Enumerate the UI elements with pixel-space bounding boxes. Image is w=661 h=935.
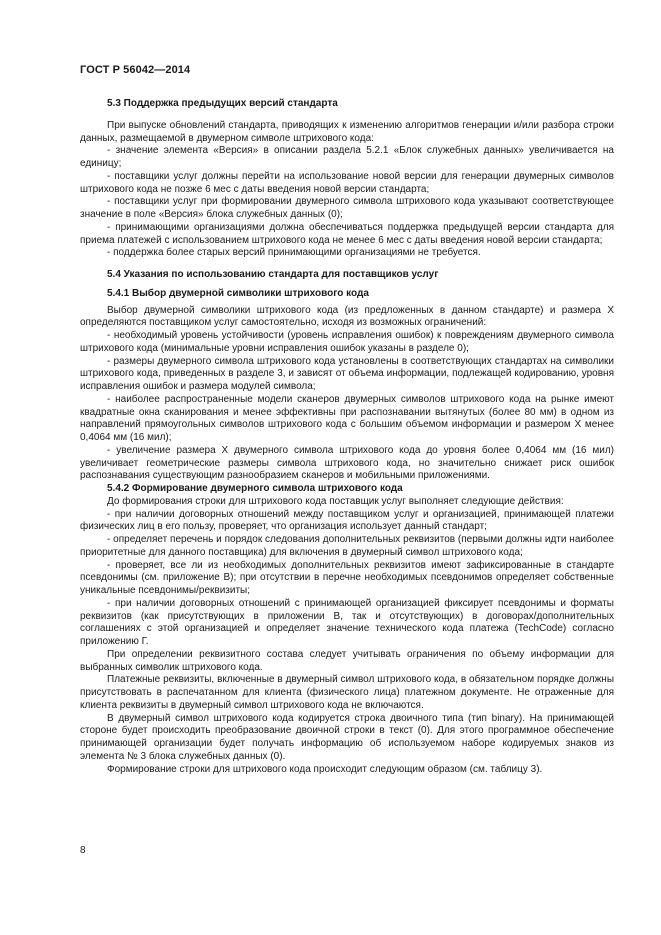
page-content [80, 98, 614, 776]
standard-header: ГОСТ Р 56042—2014 [80, 64, 191, 76]
page-number: 8 [80, 845, 86, 856]
list-item: - проверяет, все ли из необходимых дополнительных реквизитов имеют зафиксированные в стандарте псевдонимы (см. приложение В); при отсутствии в перечне необходимых псевдонимов определяет собственные уникальные псевдонимы/реквизиты; [80, 559, 614, 596]
list-item: - определяет перечень и порядок следования дополнительных реквизитов (первыми должны идти наиболее приоритетные для данного поставщика) для включения в двумерный символ штрихового кода; [80, 534, 614, 558]
list-item: - поддержка более старых версий принимающими организациями не требуется. [107, 247, 481, 259]
list-item: - при наличии договорных отношений с принимающей организацией фиксирует псевдонимы и форматы реквизитов (как присутствующих в приложении В, так и отсутствующих) в договорах/дополнительных соглашениях с этой организацией и определяет значение технического кода платежа (TechCode) согласно приложению Г. [80, 597, 614, 647]
list-item: - размеры двумерного символа штрихового кода установлены в соответствующих стандартах на символики штрихового кода, приведенных в разделе 3, и зависят от объема информации, подлежащей кодированию, уровня исправления ошибок и размера модулей символа; [80, 355, 614, 392]
section-5-4-heading: 5.4 Указания по использованию стандарта для поставщиков услуг [107, 269, 439, 280]
list-item: - необходимый уровень устойчивости (уровень исправления ошибок) к повреждениям двумерного символа штрихового кода (минимальные уровни исправления ошибок указаны в разделе 0); [80, 330, 614, 354]
section-5-4-2-heading: 5.4.2 Формирование двумерного символа штрихового кода [107, 483, 403, 494]
paragraph: Платежные реквизиты, включенные в двумерный символ штрихового кода, в обязательном порядке должны присутствовать в распечатанном для клиента (физического лица) платежном документе. Не отраженные для клиента реквизиты в двумерный символ штрихового кода не включаются. [80, 674, 614, 711]
section-5-4-1-intro: Выбор двумерной символики штрихового кода (из предложенных в данном стандарте) и размера X определяются поставщиком услуг самостоятельно, исходя из возможных ограничений: [80, 304, 614, 329]
list-item: - поставщики услуг при формировании двумерного символа штрихового кода указывают соответствующее значение в поле «Версия» блока служебных данных (0); [80, 196, 614, 220]
section-5-4-1-heading: 5.4.1 Выбор двумерной символики штрихового кода [107, 287, 369, 299]
list-item: - принимающими организациями должна обеспечиваться поддержка предыдущей версии стандарта для приема платежей с использованием штрихового кода не менее 6 мес с даты введения новой версии стандарта; [80, 221, 614, 246]
section-5-3-intro: При выпуске обновлений стандарта, приводящих к изменению алгоритмов генерации и/или разбора строки данных, размещаемой в двумерном символе штрихового кода: [80, 119, 614, 144]
list-item: - наиболее распространенные модели сканеров двумерных символов штрихового кода на рынке имеют квадратные окна сканирования и менее эффективны при распознавании вытянутых (более 80 мм) в одном из направлений прямоугольных символов штрихового кода с большим объемом информации и размером X менее 0,4064 мм (16 мил); [80, 393, 614, 443]
paragraph: В двумерный символ штрихового кода кодируется строка двоичного типа (тип binary). На принимающей стороне будет происходить преобразование двоичной строки в текст (0). Для этого программное обеспечение принимающей организации будет получать информацию об используемом наборе кодируемых знаков из элемента № 3 блока служебных данных (0). [80, 712, 614, 762]
list-item: - увеличение размера X двумерного символа штрихового кода до уровня более 0,4064 мм (16 мил) увеличивает геометрические размеры символа штрихового кода, но значительно снижает риск ошибок распознавания существующим разнообразием сканеров и мобильными приложениями. [80, 444, 614, 482]
section-5-4-2-intro: До формирования строки для штрихового кода поставщик услуг выполняет следующие действия: [107, 495, 564, 507]
paragraph: При определении реквизитного состава следует учитывать ограничения по объему информации для выбранных символик штрихового кода. [80, 648, 614, 673]
list-item: - значение элемента «Версия» в описании раздела 5.2.1 «Блок служебных данных» увеличивается на единицу; [80, 145, 614, 169]
list-item: - поставщики услуг должны перейти на использование новой версии для генерации двумерных символов штрихового кода не позже 6 мес с даты введения новой версии стандарта; [80, 170, 614, 195]
paragraph: Формирование строки для штрихового кода происходит следующим образом (см. таблицу 3). [107, 763, 543, 775]
list-item: - при наличии договорных отношений между поставщиком услуг и организацией, принимающей платежи физических лиц в его пользу, проверяет, что организация использует данный стандарт; [80, 508, 614, 533]
section-5-3-heading: 5.3 Поддержка предыдущих версий стандарта [107, 98, 338, 109]
